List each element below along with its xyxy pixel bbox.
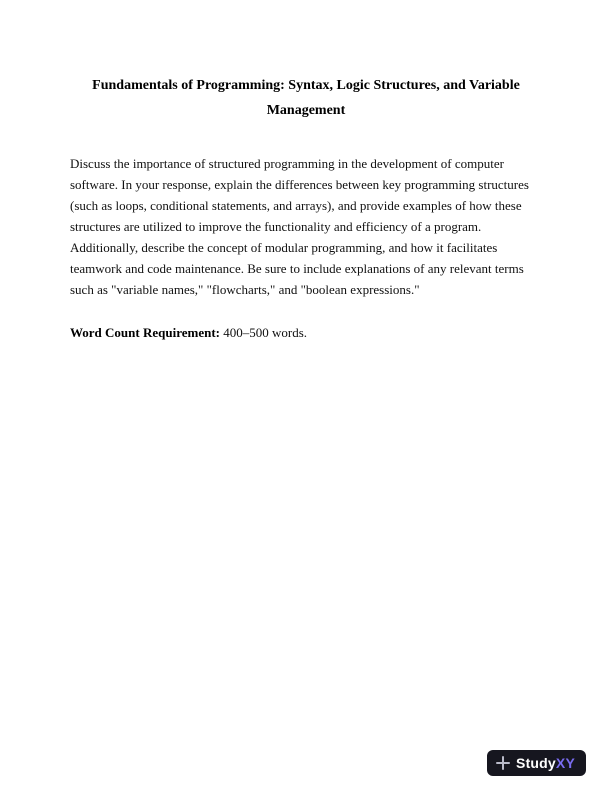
word-count-value: 400–500 words. <box>219 325 308 340</box>
logo-text-accent: XY <box>555 755 575 771</box>
word-count-label: Word Count Requirement: <box>70 325 220 340</box>
plus-icon <box>496 756 510 770</box>
logo-text-primary: Study <box>516 755 556 771</box>
studyxy-logo <box>487 750 586 776</box>
page-title: Fundamentals of Programming: Syntax, Logic Structures, and Variable Management <box>92 78 520 118</box>
word-count-requirement <box>70 322 542 343</box>
assignment-prompt-paragraph: Discuss the importance of structured programming in the development of computer software. In your response, explain the differences between key programming structures (such as loops, conditional statements, and arrays), and provide examples of how these structures are utilized to improve the functionality and efficiency of a program. Additionally, describe the concept of modular programming, and how it facilitates teamwork and code maintenance. Be sure to include explanations of any relevant terms such as "variable names," "flowcharts," and "boolean expressions." <box>70 156 529 297</box>
logo-text <box>516 755 575 771</box>
